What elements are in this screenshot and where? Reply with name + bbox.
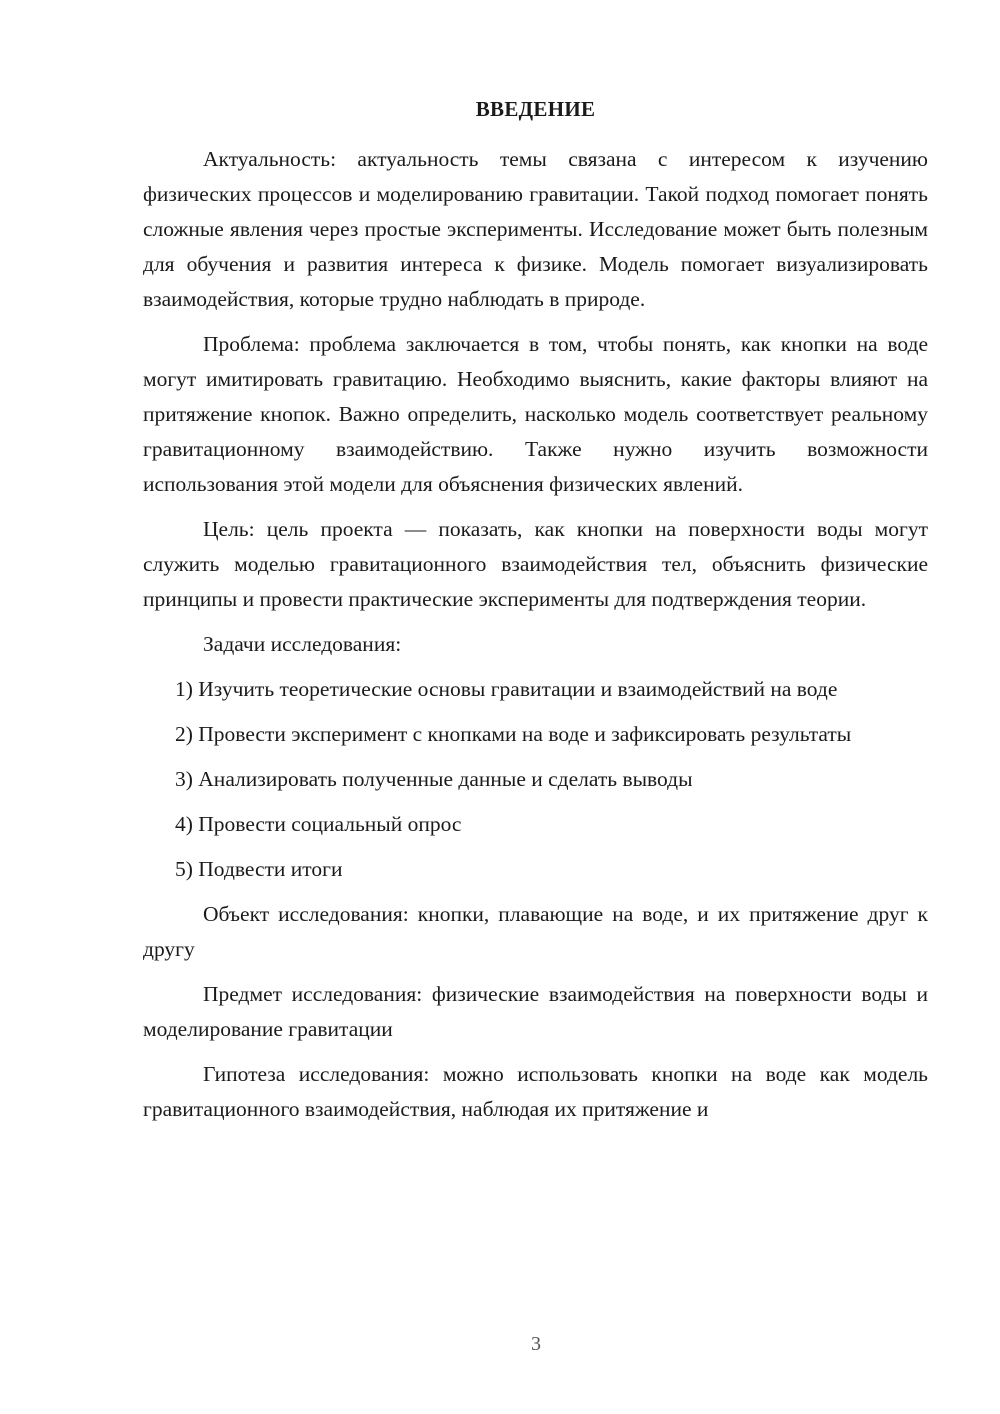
task-item: 3) Анализировать полученные данные и сделать выводы — [175, 767, 693, 791]
task-item: 4) Провести социальный опрос — [175, 812, 462, 836]
section-title: ВВЕДЕНИЕ — [475, 97, 596, 121]
paragraph-goal: Цель: цель проекта — показать, как кнопки на поверхности воды могут служить моделью гравитационного взаимодействия тел, объяснить физические принципы и провести практические эксперименты для подтверждения теории. — [143, 517, 928, 611]
paragraph-problem: Проблема: проблема заключается в том, чтобы понять, как кнопки на воде могут имитировать гравитацию. Необходимо выяснить, какие факторы влияют на притяжение кнопок. Важно определить, насколько модель соответствует реальному гравитационному взаимодействию. Также нужно изучить возможности использования этой модели для объяснения физических явлений. — [143, 332, 928, 496]
task-item: 1) Изучить теоретические основы гравитации и взаимодействий на воде — [175, 677, 838, 701]
paragraph-subject: Предмет исследования: физические взаимодействия на поверхности воды и моделирование гравитации — [143, 982, 928, 1041]
document-page — [143, 92, 928, 1137]
tasks-list — [143, 672, 928, 887]
task-item: 5) Подвести итоги — [175, 857, 343, 881]
page-number: 3 — [531, 1333, 541, 1355]
task-item: 2) Провести эксперимент с кнопками на воде и зафиксировать результаты — [175, 722, 852, 746]
tasks-heading: Задачи исследования: — [203, 632, 402, 656]
paragraph-hypothesis: Гипотеза исследования: можно использовать кнопки на воде как модель гравитационного взаимодействия, наблюдая их притяжение и — [143, 1062, 928, 1121]
paragraph-relevance: Актуальность: актуальность темы связана с интересом к изучению физических процессов и моделированию гравитации. Такой подход помогает понять сложные явления через простые эксперименты. Исследование может быть полезным для обучения и развития интереса к физике. Модель помогает визуализировать взаимодействия, которые трудно наблюдать в природе. — [143, 147, 928, 311]
paragraph-object: Объект исследования: кнопки, плавающие на воде, и их притяжение друг к другу — [143, 902, 928, 961]
